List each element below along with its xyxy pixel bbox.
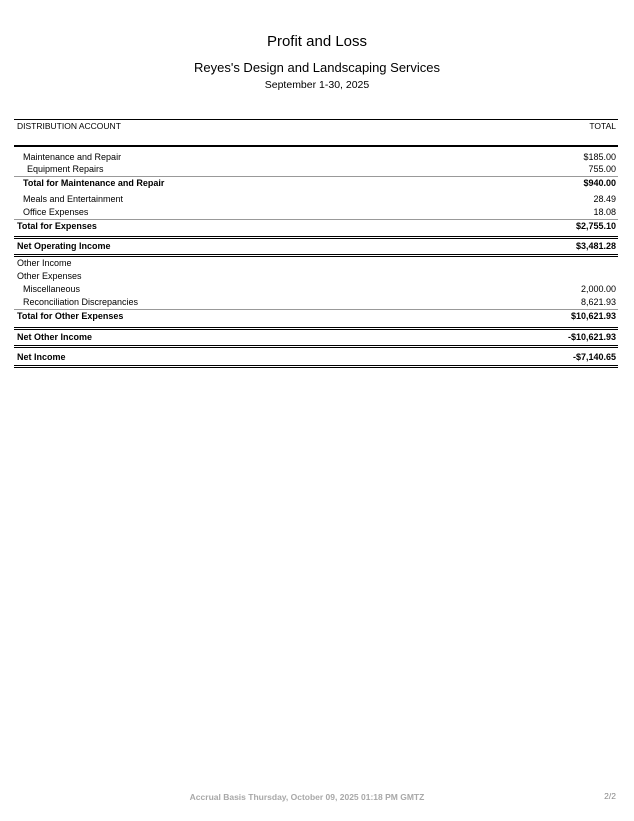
row-amount: -$10,621.93 — [567, 332, 616, 342]
table-row — [14, 219, 618, 232]
row-label: Maintenance and Repair — [23, 151, 122, 162]
table-row — [14, 330, 618, 345]
table-row — [14, 283, 618, 296]
row-amount: 18.08 — [593, 207, 616, 217]
row-amount: 2,000.00 — [580, 284, 616, 294]
row-amount: $2,755.10 — [575, 220, 616, 231]
table-row — [14, 163, 618, 176]
column-header-row — [14, 119, 618, 146]
row-label: Total for Expenses — [17, 220, 97, 231]
company-name: Reyes's Design and Landscaping Services — [193, 60, 440, 75]
table-row — [14, 309, 618, 323]
row-label: Total for Other Expenses — [17, 311, 124, 321]
table-row — [14, 206, 618, 219]
row-label: Meals and Entertainment — [23, 194, 124, 204]
row-amount: 755.00 — [588, 164, 616, 174]
table-row — [14, 146, 618, 163]
row-label: Net Income — [17, 352, 66, 362]
table-row — [14, 350, 618, 365]
divider — [14, 365, 618, 368]
row-label: Miscellaneous — [23, 284, 81, 294]
row-label: Equipment Repairs — [27, 164, 104, 174]
report-title: Profit and Loss — [266, 33, 368, 50]
table-row — [14, 257, 618, 270]
table-row — [14, 239, 618, 254]
row-amount: $185.00 — [583, 151, 616, 162]
row-label: Net Operating Income — [17, 241, 111, 251]
table-row — [14, 270, 618, 283]
total-column-header: TOTAL — [589, 121, 616, 131]
table-row — [14, 193, 618, 206]
row-amount: 8,621.93 — [580, 297, 616, 307]
footer-basis-timestamp: Accrual Basis Thursday, October 09, 2025 01:18 PM GMTZ — [189, 792, 425, 802]
account-column-header: DISTRIBUTION ACCOUNT — [17, 121, 121, 131]
row-amount: 28.49 — [593, 194, 616, 204]
table-row — [14, 296, 618, 309]
row-amount: $3,481.28 — [575, 241, 616, 251]
row-label: Total for Maintenance and Repair — [23, 177, 165, 188]
table-row — [14, 176, 618, 189]
row-label: Office Expenses — [23, 207, 89, 217]
row-amount: $940.00 — [583, 177, 616, 188]
report-period: September 1-30, 2025 — [264, 79, 370, 91]
page-number: 2/2 — [604, 791, 616, 801]
row-label: Other Expenses — [17, 271, 82, 281]
row-label: Reconciliation Discrepancies — [23, 297, 139, 307]
row-label: Other Income — [17, 258, 72, 268]
report-table — [14, 119, 618, 368]
row-amount: $10,621.93 — [570, 311, 616, 321]
row-label: Net Other Income — [17, 332, 93, 342]
row-amount: -$7,140.65 — [572, 352, 616, 362]
